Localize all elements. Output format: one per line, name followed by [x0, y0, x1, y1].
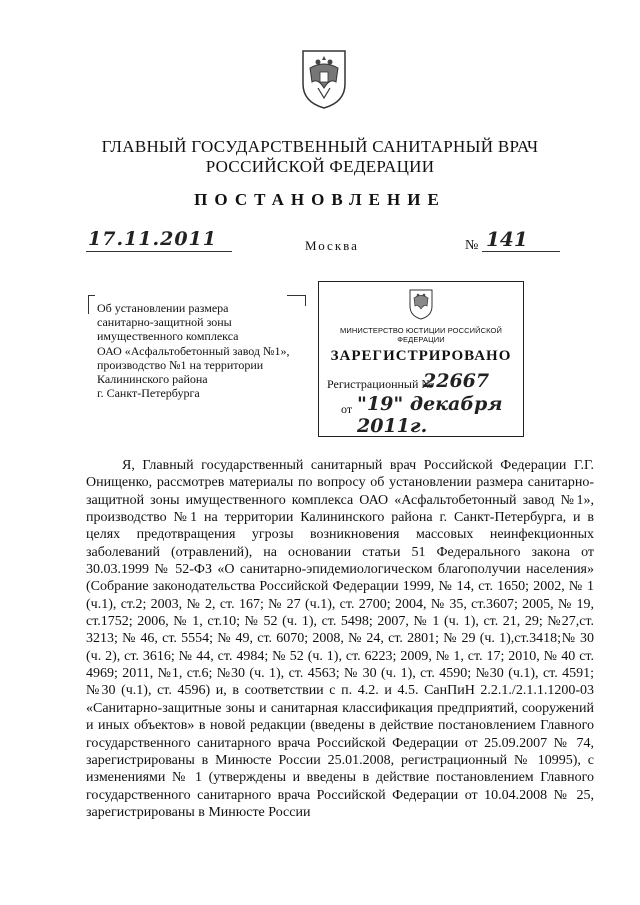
subject-line: г. Санкт-Петербурга	[97, 386, 200, 401]
coat-of-arms-icon	[300, 48, 348, 110]
authority-line-2: РОССИЙСКОЙ ФЕДЕРАЦИИ	[205, 157, 435, 176]
document-type: ПОСТАНОВЛЕНИЕ	[194, 190, 446, 209]
subject-line: ОАО «Асфальтобетонный завод №1»,	[97, 343, 290, 358]
subject-line: производство №1 на территории	[97, 357, 264, 372]
stamp-reg-number: 22667	[423, 370, 490, 392]
issuing-authority	[0, 137, 640, 177]
stamp-date-prefix: от	[341, 402, 353, 416]
stamp-ministry: МИНИСТЕРСТВО ЮСТИЦИИ РОССИЙСКОЙ ФЕДЕРАЦИИ	[340, 326, 502, 344]
stamp-registered: ЗАРЕГИСТРИРОВАНО	[330, 348, 512, 364]
subject-line: Калининского района	[97, 372, 208, 387]
number-underline	[482, 251, 560, 252]
document-body	[86, 457, 594, 821]
stamp-reg-label: Регистрационный №	[327, 377, 433, 391]
stamp-date: "19" декабря 2011г.	[357, 393, 503, 437]
authority-line-1: ГЛАВНЫЙ ГОСУДАРСТВЕННЫЙ САНИТАРНЫЙ ВРАЧ	[101, 137, 539, 156]
stamp-emblem-icon	[408, 288, 434, 320]
subject-line: имущественного комплекса	[97, 329, 239, 344]
document-number: 141	[486, 227, 528, 251]
document-date: 17.11.2011	[88, 228, 217, 250]
number-sign: №	[465, 238, 479, 253]
subject-line: Об установлении размера	[97, 301, 229, 315]
body-paragraph: Я, Главный государственный санитарный врач Российской Федерации Г.Г. Онищенко, рассмотрев материалы по вопросу об установлении размера санитарно-защитной зоны имущественного комплекса ОАО «Асфальтобетонный завод №1», производство №1 на территории Калининского района г. Санкт-Петербурга, и в целях предотвращения угрозы возникновения массовых неинфекционных заболеваний (отравлений), на основании статьи 51 Федерального закона от 30.03.1999 № 52-ФЗ «О санитарно-эпидемиологическом благополучии населения» (Собрание законодательства Российской Федерации 1999, № 14, ст. 1650; 2002, № 1 (ч.1), ст.2; 2003, № 2, ст. 167; № 27 (ч.1), ст. 2700; 2004, № 35, ст.3607; 2005, № 19, ст.1752; 2006, № 1, ст.10; № 52 (ч. 1), ст. 5498; 2007, № 1 (ч. 1), ст. 21, 29; №27,ст. 3213; № 46, ст. 5554; № 49, ст. 6070; 2008, № 24, ст. 2801; № 29 (ч. 1),ст.3418;№ 30 (ч. 2), ст. 3616; № 44, ст. 4984; № 52 (ч. 1), ст. 6223; 2009, № 1, ст. 17; 2010, № 40 ст. 4969; 2011, №1, ст.6; №30 (ч. 1), ст. 4563; № 30 (ч. 1), ст. 4590; №30 (ч.1), ст. 4591; №30 (ч.1), ст. 4596) и, в соответствии с п. 4.2. и 4.5. СанПиН 2.2.1./2.1.1.1200-03 «Санитарно-защитные зоны и санитарная классификация предприятий, сооружений и иных объектов» в новой редакции (введены в действие постановлением Главного государственного санитарного врача Российской Федерации от 25.09.2007 № 74, зарегистрированы в Минюсте России 25.01.2008, регистрационный № 10995), с изменениями № 1 (утверждены и введены в действие постановлением Главного государственного санитарного врача Российской Федерации от 10.04.2008 № 25, зарегистрированы в Минюсте России	[86, 458, 594, 820]
subject-line: санитарно-защитной зоны	[97, 315, 232, 330]
subject-bracket-left	[88, 295, 95, 314]
document-subject	[97, 301, 319, 400]
registration-stamp	[318, 281, 524, 437]
date-underline	[86, 251, 232, 252]
city: Москва	[305, 238, 359, 253]
